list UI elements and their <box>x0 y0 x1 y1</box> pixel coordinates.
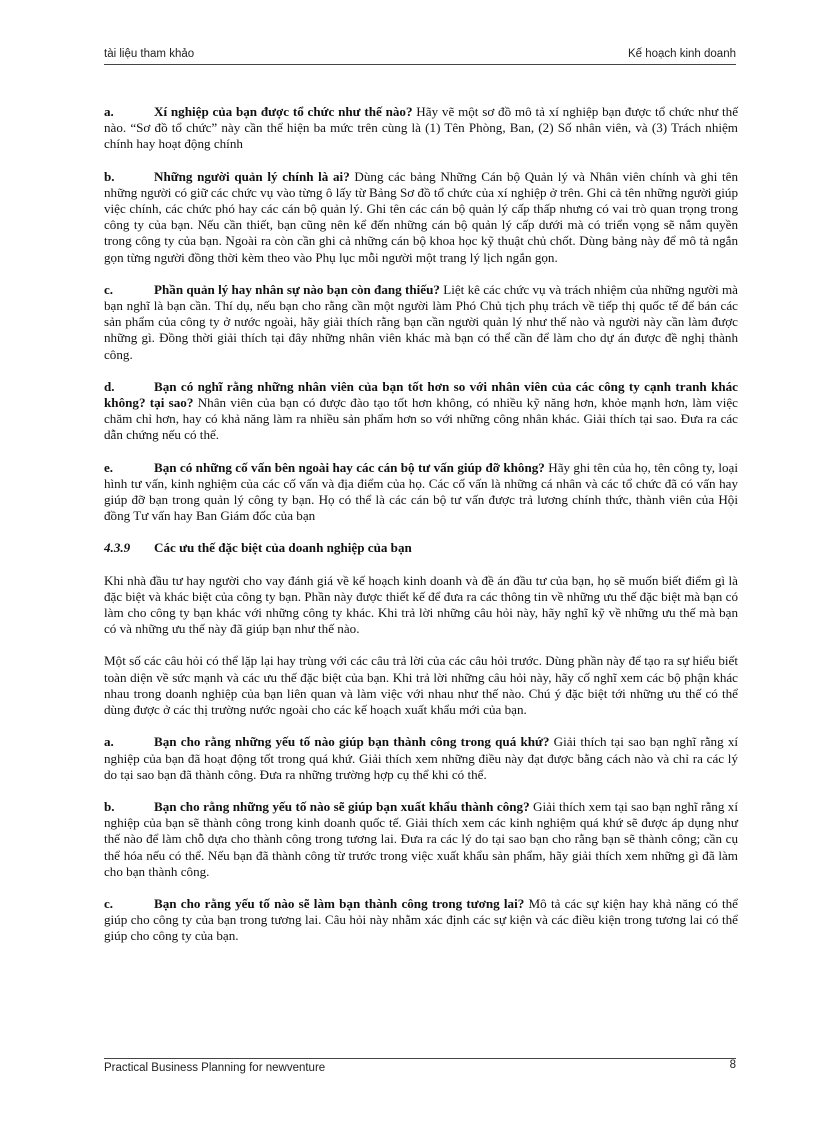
item-label: b. <box>104 798 115 814</box>
item-question: Bạn cho rằng những yếu tố nào giúp bạn thành công trong quá khứ? <box>154 734 550 750</box>
item-label: b. <box>104 168 115 184</box>
item-question: Những người quản lý chính là ai? <box>154 168 350 184</box>
item-d <box>104 379 738 444</box>
document-body <box>104 104 738 961</box>
item-question: Phần quản lý hay nhân sự nào bạn còn đang thiếu? <box>154 281 440 297</box>
section-title: Các ưu thế đặc biệt của doanh nghiệp của bạn <box>154 540 412 556</box>
section-number: 4.3.9 <box>104 540 131 556</box>
footer-left: Practical Business Planning for newventure <box>104 1062 326 1074</box>
item-text: Nhân viên của bạn có được đào tạo tốt hơn không, có nhiều kỹ năng hơn, khỏe mạnh hơn, làm việc chăm chỉ hơn, hay có khả năng làm ra nhiều sản phẩm hơn so với những công nhân khác. Giải thích tại sao. Đưa ra các dẫn chứng nếu có thể. <box>104 395 738 443</box>
item-label: d. <box>104 378 115 394</box>
item-text: Mô tả các sự kiện hay khả năng có thể giúp cho công ty của bạn trong tương lai. Câu hỏi này nhằm xác định các sự kiện và các điều kiện trong tương lai có thể giúp cho công ty của bạn. <box>104 895 738 944</box>
item-question: Bạn cho rằng yếu tố nào sẽ làm bạn thành công trong tương lai? <box>154 895 525 911</box>
item-text: Hãy vẽ một sơ đồ mô tả xí nghiệp bạn được tổ chức như thế nào. “Sơ đồ tổ chức” này cần thể hiện ba mức trên cùng là (1) Tên Phòng, Ban, (2) Số nhân viên, và (3) Trách nhiệm chính hay hoạt động chính <box>104 104 739 152</box>
body-paragraph: Một số các câu hỏi có thể lặp lại hay trùng với các câu trả lời của các câu hỏi trước. Dùng phần này để tạo ra sự hiểu biết toàn diện về sức mạnh và các ưu thế đặc biệt của bạn. Khi trả lời những câu hỏi này, hãy cố nghĩ xem các bộ phận khác nhau trong doanh nghiệp của bạn liên quan và làm việc với nhau như thế nào. Chú ý đặc biệt tới những ưu thế có thể dùng được ở các thị trường nước ngoài cho các kế hoạch xuất khẩu mới của bạn. <box>104 653 738 718</box>
item-b <box>104 169 738 266</box>
item-a <box>104 104 738 153</box>
page-header <box>104 48 736 65</box>
item-c <box>104 282 738 363</box>
item-text: Giải thích tại sao bạn nghĩ rằng xí nghiệp của bạn đã hoạt động tốt trong quá khứ. Giải thích xem những điều này đạt được bằng cách nào và chỉ ra các lý do tại sao bạn đã thành công. Đưa ra những trường hợp cụ thể khi có thể. <box>104 734 739 782</box>
item-label: a. <box>104 734 114 750</box>
body-paragraph: Khi nhà đầu tư hay người cho vay đánh giá về kế hoạch kinh doanh và đề án đầu tư của bạn, họ sẽ muốn biết điểm gì là đặc biệt và khác biệt của công ty bạn. Phần này được thiết kế để đưa ra các thông tin về những ưu thế đặc biệt mà bạn có làm cho công ty bạn khác với những công ty khác. Khi trả lời những câu hỏi này, hãy nghĩ kỹ về những ưu thế mà bạn có và những ưu thế này đã giúp bạn như thế nào. <box>104 572 738 637</box>
item2-b <box>104 799 738 880</box>
header-right: Kế hoạch kinh doanh <box>627 48 736 60</box>
page-number: 8 <box>729 1059 736 1071</box>
header-left: tài liệu tham khảo <box>104 48 195 60</box>
item-label: a. <box>104 104 114 119</box>
item-label: c. <box>104 281 114 297</box>
section-heading <box>104 540 738 556</box>
item-text: Dùng các bảng Những Cán bộ Quản lý và Nhân viên chính và ghi tên những người có giữ các chức vụ vào từng ô lấy từ Bảng Sơ đồ tổ chức của xí nghiệp ở trên. Ghi cả tên những người giúp việc chính, các chức phó hay các cán bộ quản lý. Ghi tên các cán bộ quản lý cấp thấp nhưng có vai trò quan trọng trong công ty của bạn. Nếu cần thiết, bạn cũng nên kể đến những cán bộ quản lý cấp dưới mà có triển vọng sẽ nắm quyền trong công ty của bạn. Ngoài ra còn cần ghi cả những cán bộ khoa học kỹ thuật chủ chốt. Dùng bảng này để mô tả ngắn gọn từng người đồng thời kèm theo vào Phụ lục mỗi người một trang lý lịch ngắn gọn. <box>104 168 738 265</box>
item-question: Bạn có nghĩ rằng những nhân viên của bạn tốt hơn so với nhân viên của các công ty cạnh tranh khác không? tại sao? <box>104 378 738 411</box>
item-question: Bạn có những cố vấn bên ngoài hay các cán bộ tư vấn giúp đỡ không? <box>154 459 545 475</box>
item-e <box>104 460 738 525</box>
item2-a <box>104 734 738 783</box>
item-text: Giải thích xem tại sao bạn nghĩ rằng xí nghiệp của bạn sẽ thành công trong kinh doanh quốc tế. Giải thích xem các kinh nghiệm quá khứ sẽ được áp dụng như thế nào để làm chỗ dựa cho thành công trong tương lai. Đưa ra các lý do tại sao bạn cho rằng bạn sẽ thành công; cần cụ thể hóa nếu có thể. Nếu bạn đã thành công từ trước trong việc xuất khẩu sản phẩm, hãy giải thích xem những gì đã làm cho bạn thành công. <box>104 798 738 879</box>
item-question: Bạn cho rằng những yếu tố nào sẽ giúp bạn xuất khẩu thành công? <box>154 798 530 814</box>
item-text: Hãy ghi tên của họ, tên công ty, loại hình tư vấn, kinh nghiệm của các cố vấn và địa điểm của họ. Các cố vấn là những cá nhân và các tổ chức đã có vấn hay giúp đỡ bạn trong quản lý công ty bạn. Họ có thể là các cán bộ tư vấn được trả lương chính thức, thành viên của Hội đồng Tư vấn hay Ban Giám đốc của bạn <box>104 459 739 524</box>
item2-c <box>104 896 738 945</box>
item-text: Liệt kê các chức vụ và trách nhiệm của những người mà bạn nghĩ là bạn cần. Thí dụ, nếu bạn cho rằng cần một người làm Phó Chủ tịch phụ trách về tiếp thị quốc tế để bán các sản phẩm của công ty ở nước ngoài, hãy giải thích rằng bạn cần người quản lý như thế nào và người này cần làm được những gì. Đồng thời giải thích tại đây những nhân viên khác mà bạn có thể cần để làm cho dự án được đề nghị thành công. <box>104 281 738 362</box>
item-label: c. <box>104 895 114 911</box>
page-footer <box>104 1058 736 1077</box>
item-question: Xí nghiệp của bạn được tổ chức như thế nào? <box>154 104 413 119</box>
item-label: e. <box>104 459 114 475</box>
